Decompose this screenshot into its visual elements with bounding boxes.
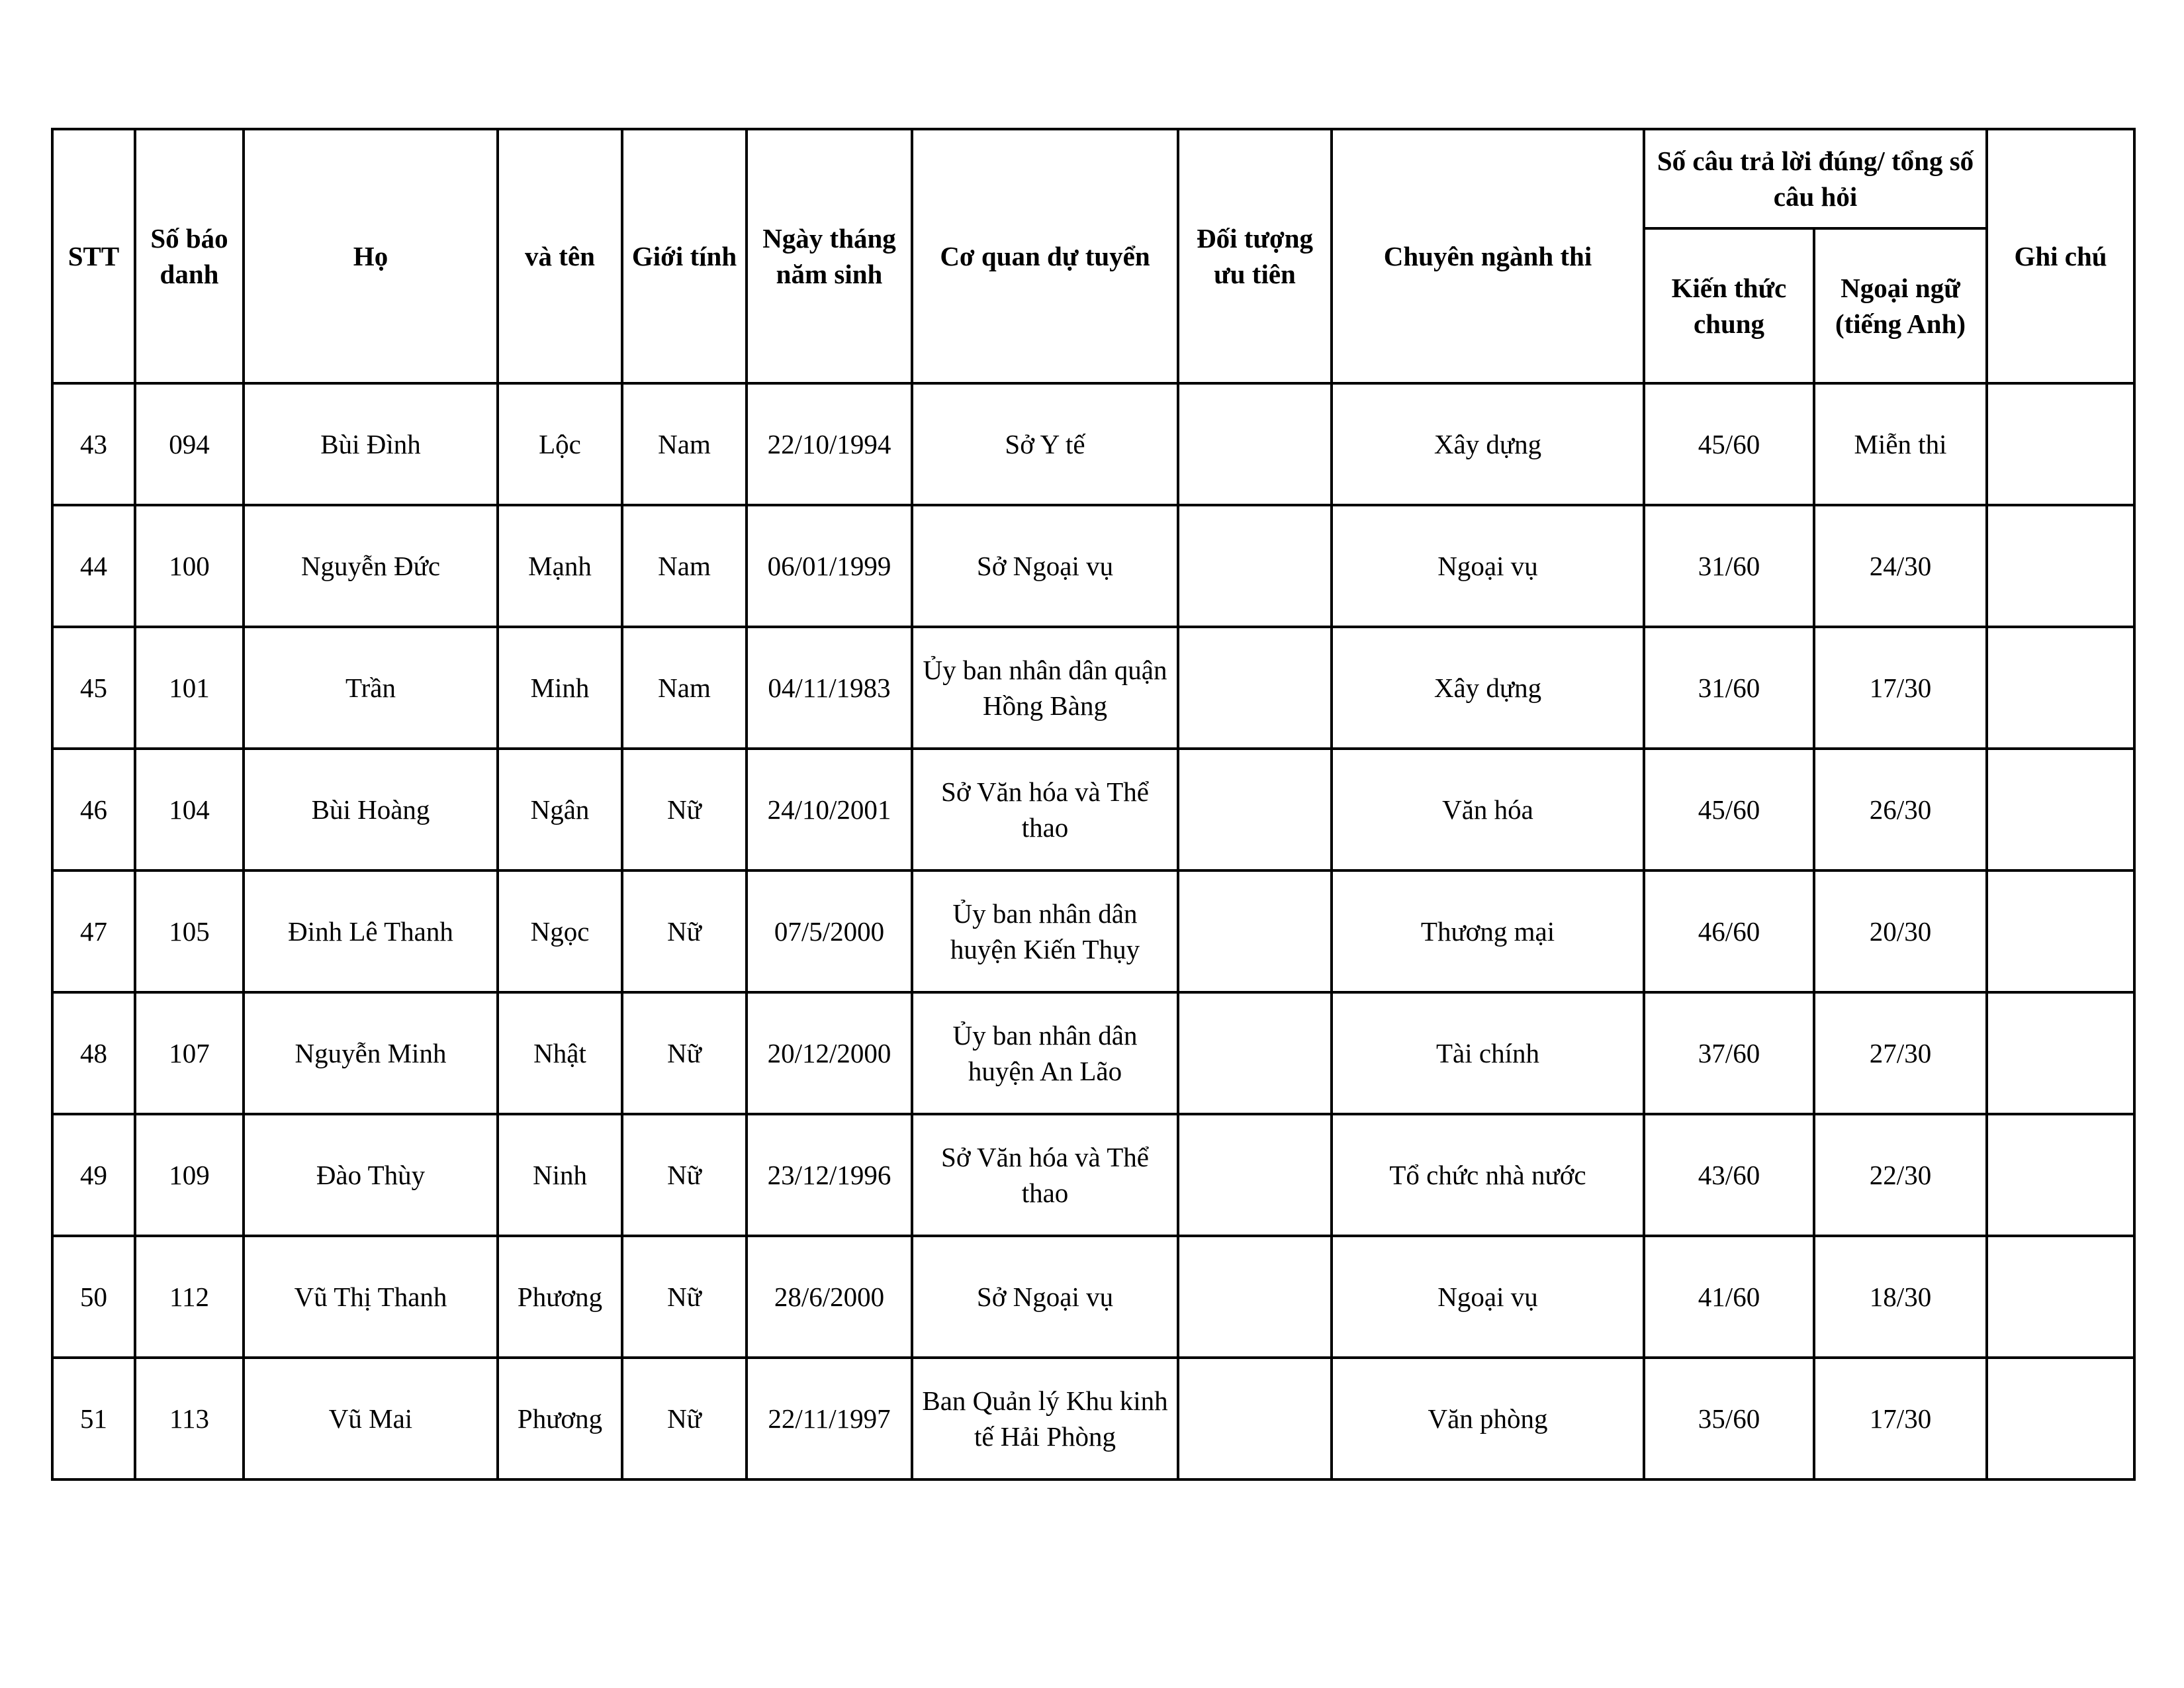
cell-ngoai-ngu: 18/30: [1814, 1236, 1987, 1358]
cell-co-quan: Sở Văn hóa và Thể thao: [912, 1114, 1178, 1236]
cell-ngoai-ngu: 22/30: [1814, 1114, 1987, 1236]
cell-ngay-sinh: 22/10/1994: [747, 383, 912, 505]
cell-chuyen-nganh: Văn phòng: [1332, 1358, 1644, 1479]
cell-so-bao-danh: 113: [135, 1358, 244, 1479]
cell-chuyen-nganh: Ngoại vụ: [1332, 1236, 1644, 1358]
cell-ngoai-ngu: Miễn thi: [1814, 383, 1987, 505]
cell-so-bao-danh: 094: [135, 383, 244, 505]
cell-ngay-sinh: 22/11/1997: [747, 1358, 912, 1479]
table-row: [52, 992, 2134, 1114]
cell-ten: Nhật: [498, 992, 622, 1114]
cell-doi-tuong: [1178, 992, 1332, 1114]
cell-stt: 43: [52, 383, 135, 505]
cell-stt: 46: [52, 749, 135, 870]
cell-stt: 49: [52, 1114, 135, 1236]
header-so-cau-group: Số câu trả lời đúng/ tổng số câu hỏi: [1644, 129, 1987, 228]
cell-ngoai-ngu: 20/30: [1814, 870, 1987, 992]
table-row: [52, 383, 2134, 505]
table-header: [52, 129, 2134, 383]
cell-chuyen-nganh: Xây dựng: [1332, 627, 1644, 749]
cell-ghi-chu: [1987, 1114, 2134, 1236]
cell-kien-thuc-chung: 46/60: [1644, 870, 1814, 992]
cell-ngay-sinh: 07/5/2000: [747, 870, 912, 992]
cell-co-quan: Sở Ngoại vụ: [912, 505, 1178, 627]
cell-ten: Ngọc: [498, 870, 622, 992]
header-va-ten: và tên: [498, 129, 622, 383]
cell-ten: Minh: [498, 627, 622, 749]
cell-stt: 45: [52, 627, 135, 749]
cell-ngoai-ngu: 17/30: [1814, 1358, 1987, 1479]
cell-kien-thuc-chung: 35/60: [1644, 1358, 1814, 1479]
header-kien-thuc-chung: Kiến thức chung: [1644, 228, 1814, 383]
cell-so-bao-danh: 109: [135, 1114, 244, 1236]
cell-chuyen-nganh: Thương mại: [1332, 870, 1644, 992]
cell-co-quan: Ủy ban nhân dân quận Hồng Bàng: [912, 627, 1178, 749]
cell-ho: Vũ Mai: [244, 1358, 498, 1479]
cell-ghi-chu: [1987, 627, 2134, 749]
cell-chuyen-nganh: Ngoại vụ: [1332, 505, 1644, 627]
cell-ten: Phương: [498, 1358, 622, 1479]
cell-kien-thuc-chung: 31/60: [1644, 627, 1814, 749]
cell-doi-tuong: [1178, 1236, 1332, 1358]
cell-gioi-tinh: Nam: [622, 505, 747, 627]
cell-co-quan: Ban Quản lý Khu kinh tế Hải Phòng: [912, 1358, 1178, 1479]
cell-kien-thuc-chung: 31/60: [1644, 505, 1814, 627]
cell-ho: Đinh Lê Thanh: [244, 870, 498, 992]
cell-stt: 47: [52, 870, 135, 992]
header-ghi-chu: Ghi chú: [1987, 129, 2134, 383]
cell-ngoai-ngu: 26/30: [1814, 749, 1987, 870]
cell-ngoai-ngu: 17/30: [1814, 627, 1987, 749]
cell-ghi-chu: [1987, 1358, 2134, 1479]
cell-so-bao-danh: 112: [135, 1236, 244, 1358]
cell-ghi-chu: [1987, 1236, 2134, 1358]
cell-ho: Nguyễn Đức: [244, 505, 498, 627]
cell-ngay-sinh: 06/01/1999: [747, 505, 912, 627]
cell-ten: Mạnh: [498, 505, 622, 627]
cell-chuyen-nganh: Xây dựng: [1332, 383, 1644, 505]
cell-doi-tuong: [1178, 505, 1332, 627]
cell-ngoai-ngu: 27/30: [1814, 992, 1987, 1114]
cell-so-bao-danh: 104: [135, 749, 244, 870]
cell-gioi-tinh: Nữ: [622, 870, 747, 992]
cell-ho: Nguyễn Minh: [244, 992, 498, 1114]
cell-ten: Phương: [498, 1236, 622, 1358]
header-ngay-sinh: Ngày tháng năm sinh: [747, 129, 912, 383]
cell-kien-thuc-chung: 45/60: [1644, 749, 1814, 870]
cell-ngay-sinh: 24/10/2001: [747, 749, 912, 870]
results-table: [51, 128, 2136, 1481]
table-row: [52, 505, 2134, 627]
table-row: [52, 749, 2134, 870]
cell-doi-tuong: [1178, 749, 1332, 870]
cell-gioi-tinh: Nữ: [622, 1114, 747, 1236]
cell-ho: Trần: [244, 627, 498, 749]
cell-ten: Ninh: [498, 1114, 622, 1236]
cell-gioi-tinh: Nam: [622, 627, 747, 749]
cell-kien-thuc-chung: 43/60: [1644, 1114, 1814, 1236]
header-stt: STT: [52, 129, 135, 383]
cell-so-bao-danh: 105: [135, 870, 244, 992]
cell-ho: Bùi Đình: [244, 383, 498, 505]
cell-doi-tuong: [1178, 1358, 1332, 1479]
cell-stt: 50: [52, 1236, 135, 1358]
cell-co-quan: Sở Ngoại vụ: [912, 1236, 1178, 1358]
cell-kien-thuc-chung: 45/60: [1644, 383, 1814, 505]
header-gioi-tinh: Giới tính: [622, 129, 747, 383]
cell-chuyen-nganh: Tổ chức nhà nước: [1332, 1114, 1644, 1236]
cell-so-bao-danh: 107: [135, 992, 244, 1114]
cell-kien-thuc-chung: 41/60: [1644, 1236, 1814, 1358]
cell-gioi-tinh: Nam: [622, 383, 747, 505]
cell-stt: 51: [52, 1358, 135, 1479]
cell-chuyen-nganh: Văn hóa: [1332, 749, 1644, 870]
cell-ngay-sinh: 20/12/2000: [747, 992, 912, 1114]
cell-ho: Bùi Hoàng: [244, 749, 498, 870]
cell-ngay-sinh: 28/6/2000: [747, 1236, 912, 1358]
table-body: [52, 383, 2134, 1479]
cell-co-quan: Ủy ban nhân dân huyện An Lão: [912, 992, 1178, 1114]
header-co-quan: Cơ quan dự tuyển: [912, 129, 1178, 383]
cell-ghi-chu: [1987, 505, 2134, 627]
cell-so-bao-danh: 100: [135, 505, 244, 627]
table-row: [52, 1236, 2134, 1358]
header-row-top: [52, 129, 2134, 228]
cell-doi-tuong: [1178, 383, 1332, 505]
cell-stt: 44: [52, 505, 135, 627]
cell-ho: Đào Thùy: [244, 1114, 498, 1236]
cell-ten: Lộc: [498, 383, 622, 505]
cell-ten: Ngân: [498, 749, 622, 870]
cell-gioi-tinh: Nữ: [622, 749, 747, 870]
cell-ghi-chu: [1987, 383, 2134, 505]
cell-chuyen-nganh: Tài chính: [1332, 992, 1644, 1114]
cell-stt: 48: [52, 992, 135, 1114]
cell-co-quan: Ủy ban nhân dân huyện Kiến Thụy: [912, 870, 1178, 992]
cell-co-quan: Sở Văn hóa và Thể thao: [912, 749, 1178, 870]
cell-ngay-sinh: 04/11/1983: [747, 627, 912, 749]
cell-co-quan: Sở Y tế: [912, 383, 1178, 505]
table-row: [52, 627, 2134, 749]
header-ngoai-ngu: Ngoại ngữ (tiếng Anh): [1814, 228, 1987, 383]
cell-ghi-chu: [1987, 870, 2134, 992]
cell-gioi-tinh: Nữ: [622, 1358, 747, 1479]
header-so-bao-danh: Số báo danh: [135, 129, 244, 383]
header-chuyen-nganh: Chuyên ngành thi: [1332, 129, 1644, 383]
cell-ghi-chu: [1987, 992, 2134, 1114]
header-doi-tuong: Đối tượng ưu tiên: [1178, 129, 1332, 383]
cell-ngay-sinh: 23/12/1996: [747, 1114, 912, 1236]
cell-gioi-tinh: Nữ: [622, 1236, 747, 1358]
cell-so-bao-danh: 101: [135, 627, 244, 749]
cell-ngoai-ngu: 24/30: [1814, 505, 1987, 627]
cell-gioi-tinh: Nữ: [622, 992, 747, 1114]
header-ho: Họ: [244, 129, 498, 383]
cell-ho: Vũ Thị Thanh: [244, 1236, 498, 1358]
cell-doi-tuong: [1178, 1114, 1332, 1236]
table-row: [52, 1358, 2134, 1479]
cell-doi-tuong: [1178, 870, 1332, 992]
table-row: [52, 1114, 2134, 1236]
cell-doi-tuong: [1178, 627, 1332, 749]
cell-kien-thuc-chung: 37/60: [1644, 992, 1814, 1114]
table-row: [52, 870, 2134, 992]
cell-ghi-chu: [1987, 749, 2134, 870]
